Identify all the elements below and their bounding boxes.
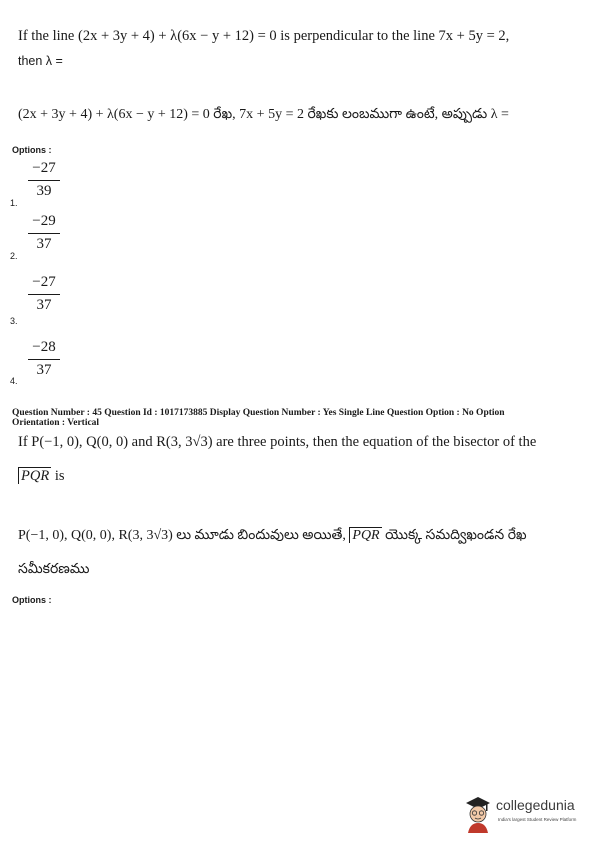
- option-numerator: −29: [32, 213, 56, 229]
- q45-metadata-line1: Question Number : 45 Question Id : 1017173885 Display Question Number : Yes Single Line Question Option : No Option: [12, 408, 505, 418]
- q44-option-4-number: 4.: [10, 376, 18, 386]
- q44-option-3-fraction[interactable]: [28, 275, 60, 313]
- angle-pqr-telugu: PQR: [349, 527, 381, 543]
- collegedunia-logo: [462, 793, 584, 833]
- fraction-bar: [28, 180, 60, 181]
- q45-telugu-line1-prefix: P(−1, 0), Q(0, 0), R(3, 3√3) లు మూడు బిందువులు అయితే,: [18, 528, 346, 543]
- option-numerator: −28: [32, 339, 56, 355]
- q45-question-line2-suffix: is: [54, 468, 65, 484]
- q45-metadata-line2: Orientation : Vertical: [12, 418, 100, 428]
- student-mascot-icon: [462, 793, 494, 833]
- q44-option-1-number: 1.: [10, 198, 18, 208]
- option-numerator: −27: [32, 274, 56, 290]
- q44-option-4-fraction[interactable]: [28, 340, 60, 378]
- option-denominator: 37: [36, 236, 52, 252]
- q45-telugu-line1: [18, 527, 527, 546]
- q44-question-line2: then λ =: [18, 54, 63, 68]
- fraction-bar: [28, 359, 60, 360]
- brand-tagline: India's largest Student Review Platform: [498, 817, 577, 822]
- q44-question-telugu: (2x + 3y + 4) + λ(6x − y + 12) = 0 రేఖ, 7x + 5y = 2 రేఖకు లంబముగా ఉంటే, అప్పుడు λ =: [18, 107, 509, 122]
- option-denominator: 37: [36, 362, 52, 378]
- angle-pqr: PQR: [18, 467, 51, 484]
- brand-name: collegedunia: [496, 797, 575, 813]
- q45-question-line1: If P(−1, 0), Q(0, 0) and R(3, 3√3) are three points, then the equation of the bisector of the: [18, 434, 537, 450]
- option-numerator: −27: [32, 160, 56, 176]
- q44-options-label: Options :: [12, 145, 52, 155]
- q44-option-1-fraction[interactable]: [28, 161, 60, 199]
- q44-option-2-fraction[interactable]: [28, 214, 60, 252]
- fraction-bar: [28, 294, 60, 295]
- option-denominator: 37: [36, 297, 52, 313]
- q45-telugu-line1-suffix: యొక్క సమద్విఖండన రేఖ: [385, 528, 527, 543]
- q44-option-3-number: 3.: [10, 316, 18, 326]
- option-denominator: 39: [36, 183, 52, 199]
- fraction-bar: [28, 233, 60, 234]
- q45-options-label: Options :: [12, 595, 52, 605]
- q45-telugu-line2: సమీకరణము: [18, 562, 90, 577]
- q44-question-line1: If the line (2x + 3y + 4) + λ(6x − y + 12) = 0 is perpendicular to the line 7x + 5y = 2,: [18, 28, 510, 44]
- q45-question-line2: [18, 468, 64, 485]
- q44-option-2-number: 2.: [10, 251, 18, 261]
